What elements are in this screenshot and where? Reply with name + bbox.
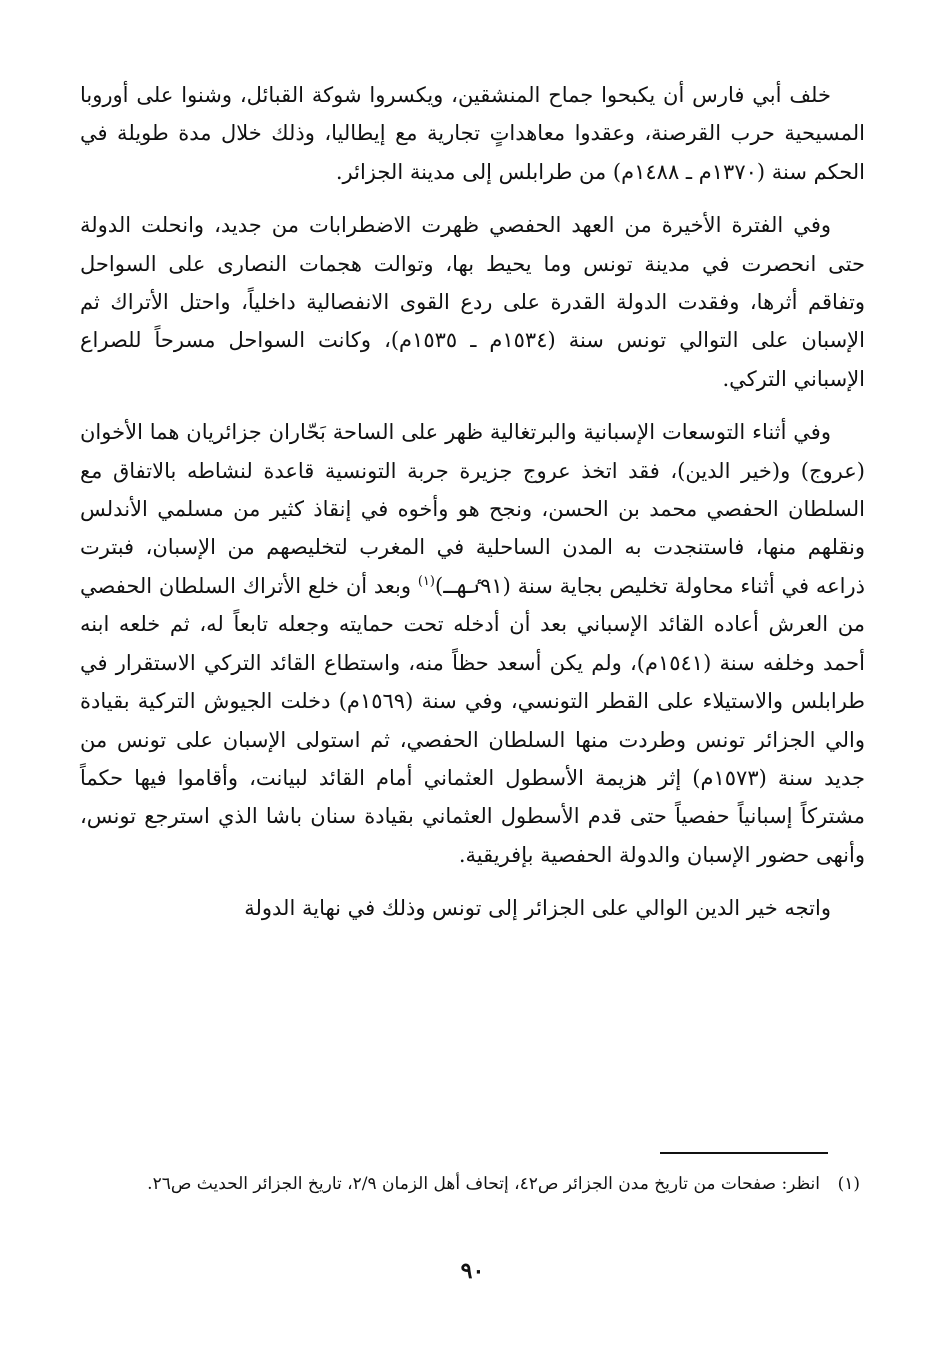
page-number: ٩٠ — [460, 1258, 485, 1284]
paragraph-2: وفي الفترة الأخيرة من العهد الحفصي ظهرت الاضطرابات من جديد، وانحلت الدولة حتى انحصرت في مدينة تونس وما يحيط بها، وتوالت هجمات النصارى على السواحل وتفاقم أثرها، وفقدت الدولة القدرة على ردع القوى الانفصالية داخلياً، واحتل الأتراك ثم الإسبان على التوالي تونس سنة (١٥٣٤م ـ ١٥٣٥م)، وكانت السواحل مسرحاً للصراع الإسباني التركي. — [80, 213, 865, 391]
footnote-marker: (١) — [837, 1174, 860, 1194]
footnotes — [80, 1166, 860, 1202]
paragraph-1: خلف أبي فارس أن يكبحوا جماح المنشقين، ويكسروا شوكة القبائل، وشنوا على أوروبا المسيحية حرب القرصنة، وعقدوا معاهداتٍ تجارية مع إيطاليا، وذلك خلال مدة طويلة في الحكم سنة (١٣٧٠م ـ ١٤٨٨م) من طرابلس إلى مدينة الجزائر. — [80, 83, 865, 184]
paragraph-4: واتجه خير الدين الوالي على الجزائر إلى تونس وذلك في نهاية الدولة — [244, 896, 831, 921]
paragraph-3 — [80, 413, 865, 874]
paragraph-3-continuation: وبعد أن خلع الأتراك السلطان الحفصي من العرش أعاده القائد الإسباني بعد أن أدخله تحت حمايته وجعله تابعاً له، ثم خلعه ابنه أحمد وخلفه سنة (١٥٤١م)، ولم يكن أسعد حظاً منه، واستطاع القائد التركي الاستقرار في طرابلس والاستيلاء على القطر التونسي، وفي سنة (١٥٦٩م) دخلت الجيوش التركية بقيادة والي الجزائر تونس وطردت منها السلطان الحفصي، ثم استولى الإسبان على تونس من جديد سنة (١٥٧٣م) إثر هزيمة الأسطول العثماني أمام القائد لبيانت، وأقاموا فيها حكماً مشتركاً إسبانياً حفصياً حتى قدم الأسطول العثماني بقيادة سنان باشا الذي استرجع تونس، وأنهى حضور الإسبان والدولة الحفصية بإفريقية. — [80, 573, 865, 867]
paragraph-3-text: وفي أثناء التوسعات الإسبانية والبرتغالية ظهر على الساحة بَحّاران جزائريان هما الأخوان (عروج) و(خير الدين)، فقد اتخذ عروج جزيرة جربة التونسية قاعدة لنشاطه بالاتفاق مع السلطان الحفصي محمد بن الحسن، ونجح هو وأخوه في إنقاذ كثير من مسلمي الأندلس ونقلهم منها، فاستنجدت به المدن الساحلية في المغرب لتخليصهم من الإسبان، فبترت ذراعه في أثناء محاولة تخليص بجاية سنة (٩١ٸهـ) — [80, 420, 865, 598]
footnote-separator — [660, 1152, 828, 1154]
footnote-reference[interactable]: (١) — [417, 573, 435, 589]
footnote-text: انظر: صفحات من تاريخ مدن الجزائر ص٤٢، إتحاف أهل الزمان ٢/٩، تاريخ الجزائر الحديث ص٢٦. — [147, 1174, 820, 1194]
footnote-1 — [80, 1166, 860, 1202]
main-text — [80, 76, 865, 928]
